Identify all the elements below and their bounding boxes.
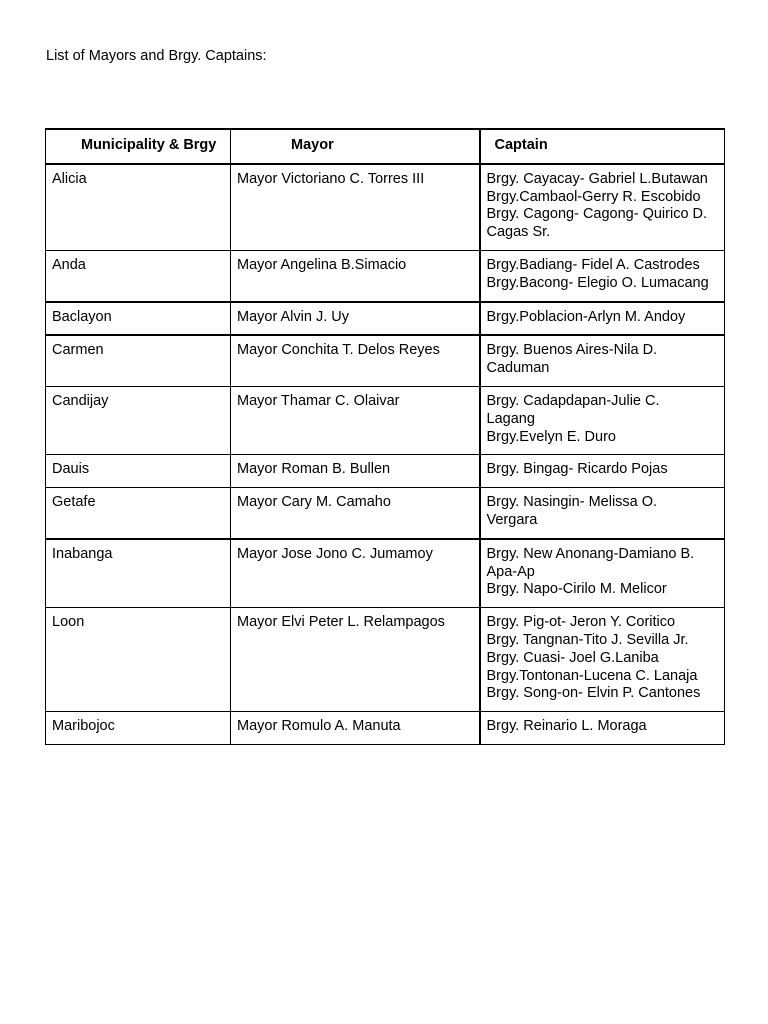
municipality-cell: Loon bbox=[46, 608, 231, 712]
header-captain: Captain bbox=[480, 129, 725, 164]
captain-line: Brgy.Evelyn E. Duro bbox=[486, 428, 616, 445]
table-row bbox=[46, 608, 725, 712]
captain-line: Brgy.Badiang- Fidel A. Castrodes bbox=[486, 256, 700, 273]
captain-line: Brgy.Poblacion-Arlyn M. Andoy bbox=[486, 308, 686, 325]
captain-line: Brgy. Napo-Cirilo M. Melicor bbox=[486, 581, 667, 598]
municipality-cell: Baclayon bbox=[46, 302, 231, 336]
captain-line: Vergara bbox=[486, 511, 538, 528]
captain-line: Brgy. Reinario L. Moraga bbox=[486, 718, 647, 735]
table-row bbox=[46, 488, 725, 539]
captain-line: Caduman bbox=[486, 360, 550, 377]
captain-cell bbox=[480, 250, 725, 301]
captain-line: Brgy.Bacong- Elegio O. Lumacang bbox=[486, 274, 709, 291]
captain-cell bbox=[480, 608, 725, 712]
captain-cell bbox=[480, 712, 725, 745]
table-row bbox=[46, 250, 725, 301]
municipality-cell: Anda bbox=[46, 250, 231, 301]
mayor-cell: Mayor Angelina B.Simacio bbox=[231, 250, 480, 301]
table-row bbox=[46, 335, 725, 386]
page-heading: List of Mayors and Brgy. Captains: bbox=[46, 48, 267, 64]
captain-line: Apa-Ap bbox=[486, 563, 535, 580]
mayor-cell: Mayor Roman B. Bullen bbox=[231, 455, 480, 488]
captain-cell bbox=[480, 455, 725, 488]
table-row bbox=[46, 539, 725, 608]
captain-cell bbox=[480, 488, 725, 539]
captain-cell bbox=[480, 539, 725, 608]
mayor-cell: Mayor Cary M. Camaho bbox=[231, 488, 480, 539]
municipality-cell: Carmen bbox=[46, 335, 231, 386]
municipality-cell: Getafe bbox=[46, 488, 231, 539]
captain-line: Brgy. Buenos Aires-Nila D. bbox=[486, 342, 658, 359]
captain-line: Brgy.Cambaol-Gerry R. Escobido bbox=[486, 188, 701, 205]
captain-cell bbox=[480, 335, 725, 386]
captain-line: Brgy. Nasingin- Melissa O. bbox=[486, 494, 658, 511]
mayor-cell: Mayor Jose Jono C. Jumamoy bbox=[231, 539, 480, 608]
table-row bbox=[46, 164, 725, 251]
captain-line: Cagas Sr. bbox=[486, 224, 551, 241]
mayor-cell: Mayor Conchita T. Delos Reyes bbox=[231, 335, 480, 386]
mayor-cell: Mayor Romulo A. Manuta bbox=[231, 712, 480, 745]
captain-line: Brgy. Cagong- Cagong- Quirico D. bbox=[486, 206, 708, 223]
header-mayor: Mayor bbox=[231, 129, 480, 164]
captain-line: Brgy. Song-on- Elvin P. Cantones bbox=[486, 685, 701, 702]
captain-line: Brgy. Cadapdapan-Julie C. bbox=[486, 392, 660, 409]
table-row bbox=[46, 302, 725, 336]
mayors-captains-table bbox=[45, 128, 725, 745]
municipality-cell: Inabanga bbox=[46, 539, 231, 608]
mayor-cell: Mayor Thamar C. Olaivar bbox=[231, 386, 480, 454]
table-header-row bbox=[46, 129, 725, 164]
municipality-cell: Dauis bbox=[46, 455, 231, 488]
captain-line: Brgy. Tangnan-Tito J. Sevilla Jr. bbox=[486, 631, 689, 648]
table-body bbox=[46, 164, 725, 745]
captain-line: Brgy. New Anonang-Damiano B. bbox=[486, 545, 695, 562]
captain-line: Brgy.Tontonan-Lucena C. Lanaja bbox=[486, 667, 698, 684]
captain-line: Brgy. Cuasi- Joel G.Laniba bbox=[486, 649, 659, 666]
table-row bbox=[46, 712, 725, 745]
header-municipality: Municipality & Brgy bbox=[46, 129, 231, 164]
table-row bbox=[46, 386, 725, 454]
mayor-cell: Mayor Alvin J. Uy bbox=[231, 302, 480, 336]
municipality-cell: Maribojoc bbox=[46, 712, 231, 745]
municipality-cell: Alicia bbox=[46, 164, 231, 251]
captain-line: Brgy. Bingag- Ricardo Pojas bbox=[486, 461, 668, 478]
captain-line: Lagang bbox=[486, 410, 535, 427]
mayor-cell: Mayor Victoriano C. Torres III bbox=[231, 164, 480, 251]
municipality-cell: Candijay bbox=[46, 386, 231, 454]
captain-line: Brgy. Pig-ot- Jeron Y. Coritico bbox=[486, 614, 676, 631]
captain-cell bbox=[480, 164, 725, 251]
table-row bbox=[46, 455, 725, 488]
captain-cell bbox=[480, 302, 725, 336]
captain-cell bbox=[480, 386, 725, 454]
captain-line: Brgy. Cayacay- Gabriel L.Butawan bbox=[486, 170, 708, 187]
mayor-cell: Mayor Elvi Peter L. Relampagos bbox=[231, 608, 480, 712]
